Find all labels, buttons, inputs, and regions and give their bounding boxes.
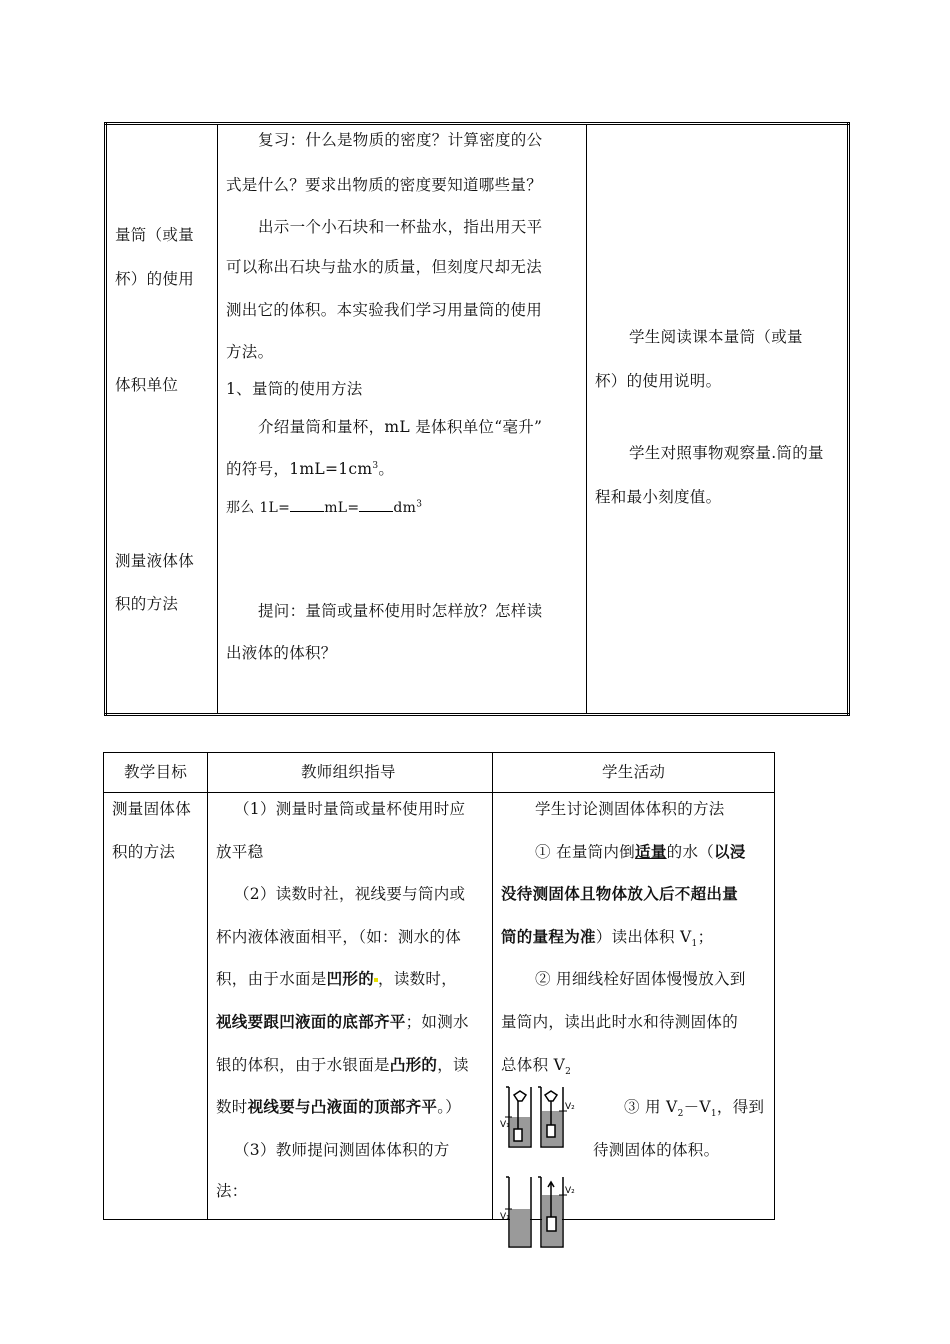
activity-text: 学生阅读课本量筒（或量: [629, 328, 803, 346]
objective-line: 杯）的使用: [115, 270, 195, 288]
activity-line: 量筒内，读出此时水和待测固体的: [501, 1013, 739, 1031]
activity-line: 筒的量程为准）读出体积 $V_1$；: [501, 927, 714, 950]
guidance-line: 银的体积，由于水银面是凸形的，读: [216, 1055, 469, 1074]
guidance-line: 视线要跟凹液面的底部齐平；如测水: [216, 1012, 469, 1031]
guidance-line: 数时视线要与凸液面的顶部齐平。）: [216, 1097, 462, 1116]
intro-text: 出示一个小石块和一杯盐水，指出用天平: [258, 218, 543, 236]
conversion-exercise: 那么 $1L= mL= dm^3$: [226, 499, 423, 516]
student-activity-cell: [587, 124, 849, 715]
header-teacher: 教师组织指导: [208, 753, 493, 793]
activity-line: 待测固体的体积。: [593, 1141, 720, 1159]
student-activity-cell: [493, 793, 775, 1220]
v2-label: V₂: [565, 1102, 575, 1112]
activity-text: 杯）的使用说明。: [595, 372, 722, 390]
intro-text: 可以称出石块与盐水的质量，但刻度尺却无法: [226, 258, 543, 276]
activity-line: ② 用细线栓好固体慢慢放入到: [535, 970, 746, 988]
guidance-line: 法：: [216, 1182, 248, 1200]
activity-line: ③ 用 $V_2-V_1$，得到: [624, 1098, 765, 1120]
header-student: 学生活动: [493, 753, 775, 793]
review-text: 复习：什么是物质的密度？计算密度的公: [258, 131, 543, 149]
lesson-table-1: [104, 122, 850, 716]
activity-line: ① 在量筒内倒适量的水（以浸: [535, 842, 746, 861]
v1-label: V₁: [500, 1120, 510, 1130]
objective-line: 体积单位: [115, 376, 179, 394]
graduated-cylinder-figure: [499, 1083, 581, 1253]
activity-line: 总体积 $V_2$: [501, 1056, 572, 1078]
guidance-line: （3）教师提问测固体体积的方: [234, 1141, 450, 1159]
guidance-line: 放平稳: [216, 843, 264, 861]
review-text: 式是什么？要求出物质的密度要知道哪些量？: [226, 176, 543, 194]
teacher-guidance-cell: [208, 793, 493, 1220]
guidance-line: 杯内液体液面相平，（如：测水的体: [216, 928, 462, 946]
header-objective: 教学目标: [104, 753, 208, 793]
section-heading: 1、量筒的使用方法: [226, 380, 363, 398]
objective-line: 积的方法: [115, 595, 179, 613]
objective-cell: [106, 124, 218, 715]
activity-line: 学生讨论测固体体积的方法: [535, 800, 725, 818]
unit-text: 介绍量筒和量杯，mL 是体积单位“毫升”: [258, 418, 543, 436]
intro-text: 测出它的体积。本实验我们学习用量筒的使用: [226, 301, 543, 319]
objective-cell: [104, 793, 208, 1220]
question-text: 出液体的体积？: [226, 644, 337, 662]
guidance-line: 积，由于水面是凹形的 ，读数时，: [216, 969, 458, 988]
guidance-line: （1）测量时量筒或量杯使用时应: [234, 800, 466, 818]
guidance-line: （2）读数时社，视线要与筒内或: [234, 885, 466, 903]
activity-text: 学生对照事物观察量.筒的量: [629, 444, 824, 462]
v2-label: V₂: [565, 1186, 575, 1196]
objective-line: 测量液体体: [115, 552, 195, 570]
activity-line: 没待测固体且物体放入后不超出量: [501, 884, 739, 903]
activity-text: 程和最小刻度值。: [595, 488, 722, 506]
unit-text: 的符号，$1mL=1cm^3$。: [226, 460, 395, 478]
teacher-guidance-cell: [218, 124, 587, 715]
objective-line: 积的方法: [112, 843, 176, 861]
objective-line: 测量固体体: [112, 800, 192, 818]
v1-label: V₁: [500, 1212, 510, 1222]
objective-line: 量筒（或量: [115, 226, 195, 244]
lesson-table-2: [103, 752, 775, 1220]
question-text: 提问：量筒或量杯使用时怎样放？怎样读: [258, 602, 543, 620]
intro-text: 方法。: [226, 343, 274, 361]
